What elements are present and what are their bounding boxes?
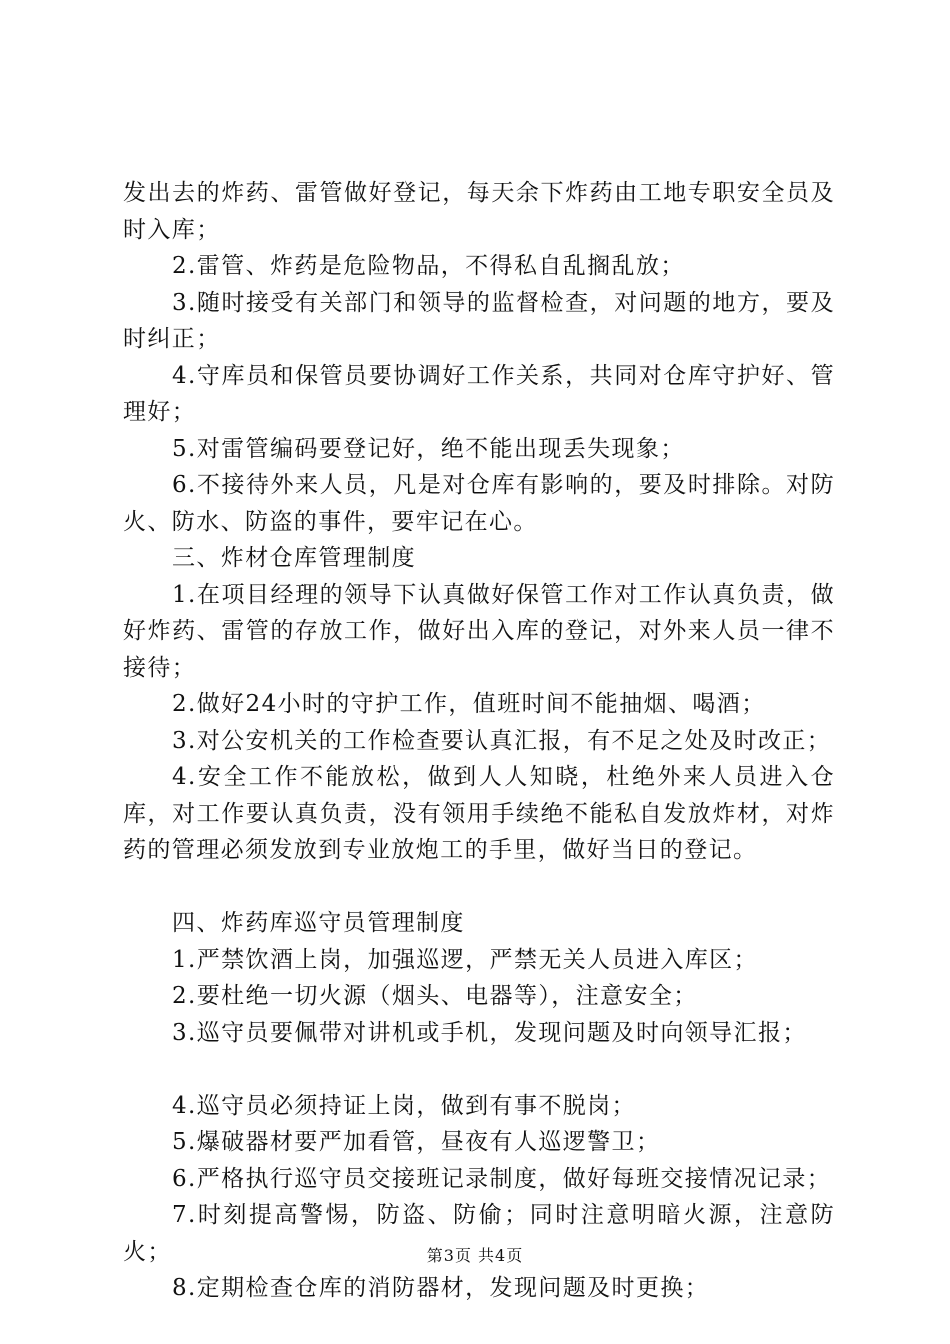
paragraph: 2.要杜绝一切火源（烟头、电器等），注意安全；	[172, 983, 698, 1009]
paragraph: 6.严格执行巡守员交接班记录制度，做好每班交接情况记录；	[172, 1165, 832, 1192]
section-heading: 四、炸药库巡守员管理制度	[172, 910, 465, 936]
paragraph: 3.随时接受有关部门和领导的监督检查，对问题的地方，要及时纠正；	[123, 289, 835, 352]
paragraph: 8.定期检查仓库的消防器材，发现问题及时更换；	[172, 1275, 710, 1301]
blank-line	[123, 869, 835, 906]
paragraph: 5.对雷管编码要登记好，绝不能出现丢失现象；	[172, 435, 685, 462]
paragraph: 4.守库员和保管员要协调好工作关系，共同对仓库守护好、管理好；	[123, 362, 835, 425]
paragraph: 2.雷管、炸药是危险物品，不得私自乱搁乱放；	[172, 253, 685, 279]
paragraph: 4.安全工作不能放松，做到人人知晓，杜绝外来人员进入仓库，对工作要认真负责，没有领用手续绝不能私自发放炸材，对炸药的管理必须发放到专业放炮工的手里，做好当日的登记。	[123, 764, 835, 863]
paragraph: 1.严禁饮酒上岗，加强巡逻，严禁无关人员进入库区；	[172, 946, 758, 973]
page-number-footer: 第3页 共4页	[426, 1246, 524, 1265]
paragraph: 3.巡守员要佩带对讲机或手机，发现问题及时向领导汇报；	[172, 1019, 807, 1046]
paragraph: 1.在项目经理的领导下认真做好保管工作对工作认真负责，做好炸药、雷管的存放工作，做好出入库的登记，对外来人员一律不接待；	[123, 581, 835, 681]
document-body	[123, 175, 835, 1307]
blank-line	[123, 1051, 835, 1088]
section-heading: 三、炸材仓库管理制度	[172, 545, 416, 571]
paragraph: 发出去的炸药、雷管做好登记，每天余下炸药由工地专职安全员及时入库；	[123, 180, 835, 243]
paragraph: 4.巡守员必须持证上岗，做到有事不脱岗；	[172, 1092, 636, 1119]
paragraph: 5.爆破器材要严加看管，昼夜有人巡逻警卫；	[172, 1129, 661, 1155]
paragraph: 3.对公安机关的工作检查要认真汇报，有不足之处及时改正；	[172, 727, 832, 754]
paragraph: 6.不接待外来人员，凡是对仓库有影响的，要及时排除。对防火、防水、防盗的事件，要牢记在心。	[123, 472, 835, 535]
paragraph: 7.时刻提高警惕，防盗、防偷；同时注意明暗火源，注意防火；	[123, 1202, 835, 1265]
paragraph: 2.做好24小时的守护工作，值班时间不能抽烟、喝酒；	[172, 691, 766, 717]
